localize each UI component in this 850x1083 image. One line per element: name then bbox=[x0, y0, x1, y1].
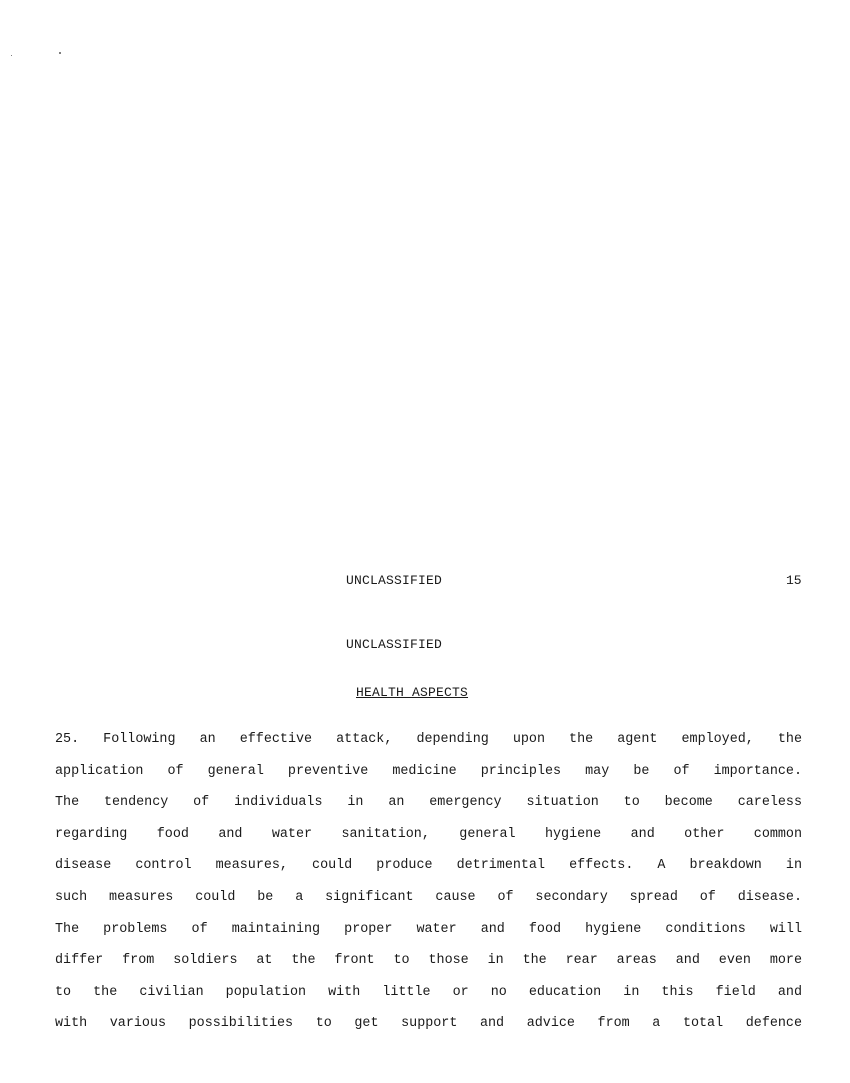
body-text-line: The problems of maintaining proper water and food hygiene conditions will bbox=[55, 921, 802, 937]
section-heading: HEALTH ASPECTS bbox=[356, 685, 469, 700]
body-text-line: such measures could be a significant cause of secondary spread of disease. bbox=[55, 889, 802, 905]
page-footer bbox=[0, 573, 850, 589]
body-text-line: with various possibilities to get support and advice from a total defence bbox=[55, 1016, 802, 1032]
paragraph-25 bbox=[55, 732, 802, 1048]
body-text-line: application of general preventive medicine principles may be of importance. bbox=[55, 763, 802, 779]
body-text-line: The tendency of individuals in an emergency situation to become careless bbox=[55, 795, 802, 811]
body-text-line: regarding food and water sanitation, general hygiene and other common bbox=[55, 826, 802, 842]
header-classification-marking: UNCLASSIFIED bbox=[346, 637, 443, 652]
body-text-line: 25. Following an effective attack, depending upon the agent employed, the bbox=[55, 732, 802, 747]
body-text-line: differ from soldiers at the front to those in the rear areas and even more bbox=[55, 953, 802, 969]
page-number: 15 bbox=[786, 573, 802, 588]
body-text-line: disease control measures, could produce detrimental effects. A breakdown in bbox=[55, 858, 802, 874]
footer-classification-marking: UNCLASSIFIED bbox=[346, 573, 443, 588]
scan-speck bbox=[11, 55, 12, 56]
body-text-line: to the civilian population with little or no education in this field and bbox=[55, 984, 802, 1000]
scan-speck bbox=[59, 52, 61, 54]
